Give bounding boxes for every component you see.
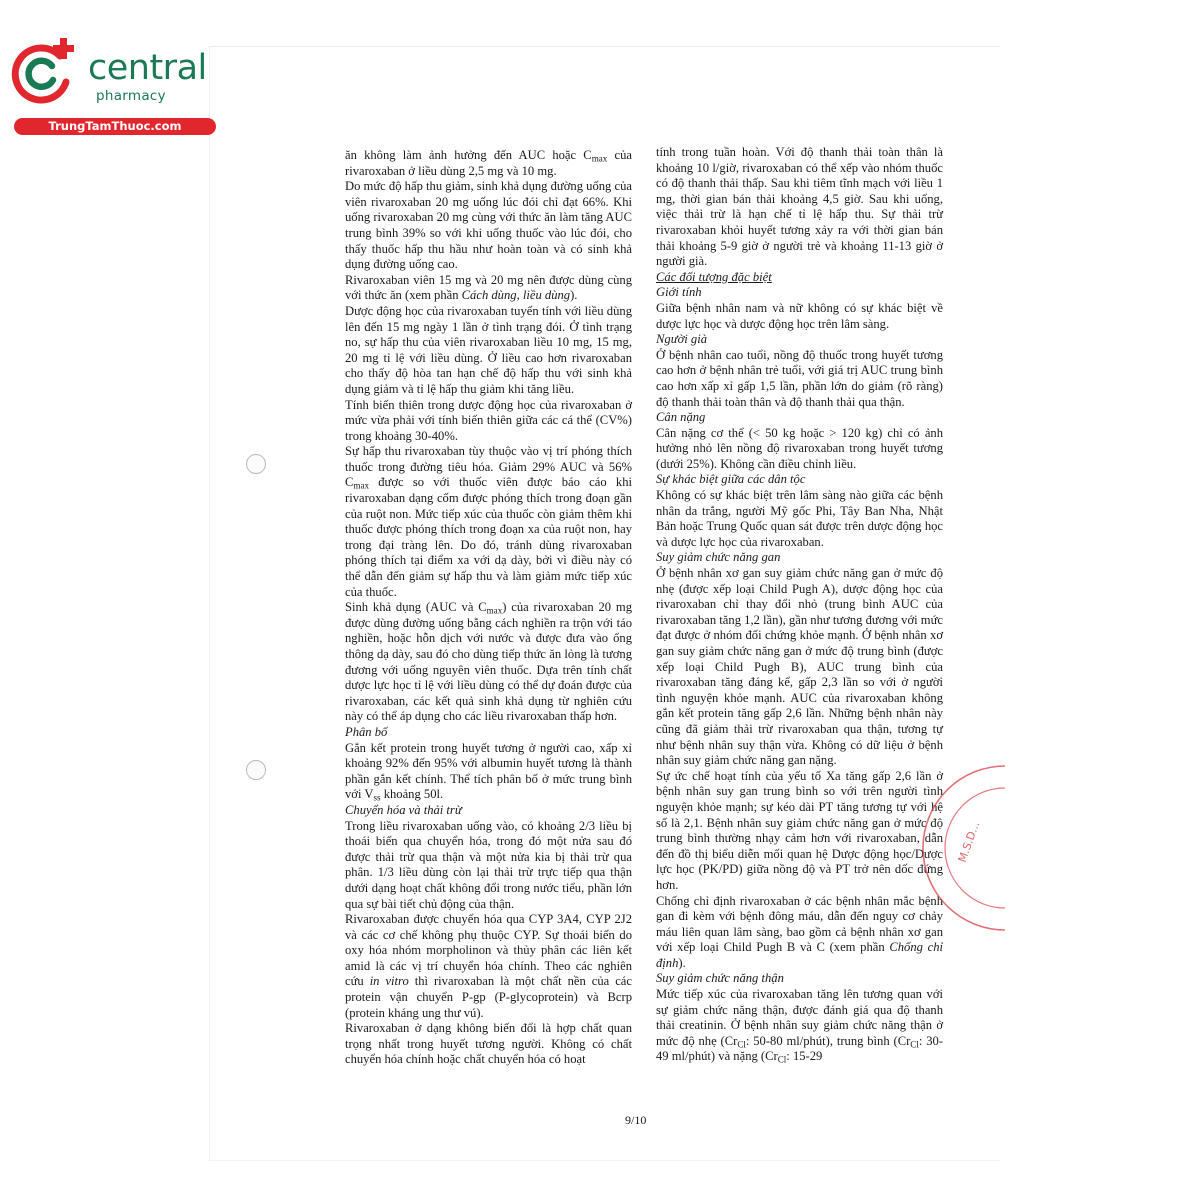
subsection-heading: Người già [656, 332, 708, 347]
binder-hole [246, 760, 266, 780]
stamp-text: M.S.D... [955, 819, 983, 865]
paragraph: Rivaroxaban viên 15 mg và 20 mg nên được dùng cùng với thức ăn (xem phần Cách dùng, liều dùng). [345, 272, 632, 303]
paragraph: Tính biến thiên trong dược động học của rivaroxaban ở mức vừa phải với tính biến thiên giữa các cá thể (CV%) trong khoảng 30-40%. [345, 397, 632, 443]
paragraph: Dược động học của rivaroxaban tuyến tính với liều dùng lên đến 15 mg ngày 1 lần ở tình trạng đói. Ở tình trạng no, sự hấp thu của viên rivaroxaban liều 10 mg, 15 mg, 20 mg tỉ lệ với liều dùng. Ở liều cao hơn rivaroxaban cho thấy độ hòa tan hạn chế độ hấp thu với sinh khả dụng giảm và tỉ lệ hấp thu giảm khi tăng liều. [345, 303, 632, 396]
paragraph: Rivaroxaban ở dạng không biến đổi là hợp chất quan trọng nhất trong huyết tương người. Không có chất chuyển hóa chính hoặc chất chuyển hóa có hoạt [345, 1021, 632, 1067]
company-stamp [915, 758, 1005, 938]
paragraph: Không có sự khác biệt trên lâm sàng nào giữa các bệnh nhân da trắng, người Mỹ gốc Phi, Tây Ban Nha, Nhật Bản hoặc Trung Quốc quan sát được trên dược động học và dược lực học của rivaroxaban. [656, 488, 943, 549]
subsection-heading: Suy giảm chức năng gan [656, 550, 781, 565]
section-heading: Phân bố [345, 724, 388, 739]
subsection-heading: Cân nặng [656, 410, 706, 425]
page-edge [210, 46, 1000, 47]
logo-name: central [88, 48, 207, 88]
paragraph: Rivaroxaban được chuyển hóa qua CYP 3A4, CYP 2J2 và các cơ chế không phụ thuộc CYP. Sự thoái biến do oxy hóa nhóm morpholinon và thủy phân các liên kết amid là các vị trí chuyển hóa chính. Theo các nghiên cứu in vitro thì rivaroxaban là một chất nền của các protein vận chuyển P-gp (P-glycoprotein) và Bcrp (protein kháng ung thư vú). [345, 912, 632, 1020]
page-edge [209, 46, 210, 1161]
binder-hole [246, 454, 266, 474]
section-heading: Các đối tượng đặc biệt [656, 269, 772, 284]
section-heading: Chuyển hóa và thải trừ [345, 802, 462, 817]
paragraph: Do mức độ hấp thu giảm, sinh khả dụng đường uống của viên rivaroxaban 20 mg uống lúc đói chỉ đạt 66%. Khi uống rivaroxaban 20 mg cùng với thức ăn làm tăng AUC trung bình 39% so với khi uống thuốc vào lúc đói, cho thấy thuốc hấp thu hầu như hoàn toàn và có sinh khả dụng đường uống cao. [345, 179, 632, 272]
logo-url-badge[interactable]: TrungTamThuoc.com [14, 118, 216, 135]
left-text-column [345, 148, 632, 1068]
paragraph: Sinh khả dụng (AUC và $C_{max}$) của rivaroxaban 20 mg được dùng đường uống bằng cách nghiền ra trộn với táo nghiền, hoặc hỗn dịch với nước và được đưa vào ống thông dạ dày, sau đó cho dùng tiếp thức ăn lỏng là tương đương với uống nguyên viên thuốc. Dựa trên tính chất dược lực học tỉ lệ với liều dùng có thể dự đoán được của rivaroxaban, các kết quả sinh khả dụng từ nghiên cứu này có thể áp dụng cho các liều rivaroxaban thấp hơn. [345, 600, 632, 724]
paragraph: Chống chỉ định rivaroxaban ở các bệnh nhân mắc bệnh gan đi kèm với bệnh đông máu, dẫn đến nguy cơ chảy máu liên quan lâm sàng, bao gồm cả bệnh nhân xơ gan với xếp loại Child Pugh B và C (xem phần Chống chỉ định). [656, 893, 944, 970]
subsection-heading: Suy giảm chức năng thận [656, 971, 784, 986]
paragraph: tính trong tuần hoàn. Với độ thanh thải toàn thân là khoảng 10 l/giờ, rivaroxaban có thể xếp vào nhóm thuốc có độ thanh thải thấp. Sau khi tiêm tĩnh mạch với liều 1 mg, thời gian bán thải khoảng 4,5 giờ. Sau khi uống, việc thải trừ là hạn chế tỉ lệ hấp thu. Sự thải trừ rivaroxaban khỏi huyết tương xảy ra với thời gian bán thải khoảng 5-9 giờ ở người trẻ và khoảng 11-13 giờ ở người già. [656, 145, 943, 269]
paragraph: Gắn kết protein trong huyết tương ở người cao, xấp xỉ khoảng 92% đến 95% với albumin huyết tương là thành phần gắn kết chính. Thể tích phân bố ở mức trung bình với $V_{ss}$ khoảng 50l. [345, 740, 632, 803]
central-pharmacy-logo[interactable] [8, 36, 218, 136]
right-text-column [656, 145, 943, 1065]
logo-subtitle: pharmacy [96, 88, 166, 104]
page-edge [210, 1160, 1000, 1161]
paragraph: Cân nặng cơ thể (< 50 kg hoặc > 120 kg) chỉ có ảnh hưởng nhỏ lên nồng độ rivaroxaban trong huyết tương (dưới 25%). Không cần điều chỉnh liều. [656, 425, 943, 471]
paragraph: Ở bệnh nhân xơ gan suy giảm chức năng gan ở mức độ nhẹ (được xếp loại Child Pugh A), dược động học của rivaroxaban chỉ thay đổi nhỏ (trung bình AUC của rivaroxaban tăng 1,2 lần), gần như tương đương với mức đạt được ở nhóm đối chứng khỏe mạnh. Ở bệnh nhân xơ gan suy giảm chức năng gan ở mức độ trung bình (được xếp loại Child Pugh B), AUC trung bình của rivaroxaban tăng đáng kể, gấp 2,3 lần so với ở người tình nguyện khỏe mạnh. AUC của rivaroxaban không gắn kết protein tăng gấp 2,6 lần. Những bệnh nhân này cũng đã giảm thải trừ rivaroxaban qua thận, tương tự như bệnh nhân suy thận vừa. Không có dữ liệu ở bệnh nhân suy giảm chức năng gan nặng. [656, 566, 943, 768]
paragraph: Sự hấp thu rivaroxaban tùy thuộc vào vị trí phóng thích thuốc trong đường tiêu hóa. Giảm 29% AUC và 56% $C_{max}$ được so với thuốc viên được báo cáo khi rivaroxaban dạng cốm được phóng thích trong đoạn gần của ruột non. Mức tiếp xúc của thuốc còn giảm thêm khi thuốc được phóng thích trong đoạn xa của ruột non, hay trong đại tràng lên. Do đó, tránh dùng rivaroxaban phóng thích tại điểm xa với dạ dày, bởi vì điều này có thể dẫn đến giảm sự hấp thu và làm giảm mức tiếp xúc của thuốc. [345, 444, 632, 599]
paragraph: Mức tiếp xúc của rivaroxaban tăng lên tương quan với sự giảm chức năng thận, được đánh giá qua độ thanh thải creatinin. Ở bệnh nhân suy giảm chức năng thận ở mức độ nhẹ ($Cr_{Cl}$: 50-80 ml/phút), trung bình ($Cr_{Cl}$: 30-49 ml/phút) và nặng ($Cr_{Cl}$: 15-29 [656, 987, 943, 1065]
paragraph: Sự ức chế hoạt tính của yếu tố Xa tăng gấp 2,6 lần ở bệnh nhân suy gan trung bình so với trên người tình nguyện khỏe mạnh; sự kéo dài PT tăng tương tự với hệ số là 2,1. Bệnh nhân suy giảm chức năng gan ở mức độ trung bình thường nhạy cảm hơn với rivaroxaban, dẫn đến đồ thị biểu diễn mối quan hệ Dược động học/Dược lực học (PK/PD) giữa nồng độ và PT trở nên dốc đứng hơn. [656, 768, 943, 892]
page-number: 9/10 [625, 1113, 647, 1127]
paragraph: ăn không làm ảnh hưởng đến AUC hoặc $C_{max}$ của rivaroxaban ở liều dùng 2,5 mg và 10 mg. [345, 148, 632, 178]
pharmacy-cross-icon [8, 36, 82, 110]
paragraph: Trong liều rivaroxaban uống vào, có khoảng 2/3 liều bị thoái biến qua chuyển hóa, trong đó một nửa sau đó được thải trừ qua thận và một nửa kia bị thải trừ qua phân. 1/3 liều dùng còn lại thải trừ trực tiếp qua thận dưới dạng hoạt chất không đổi trong nước tiểu, phần lớn qua sự bài tiết chủ động của thận. [345, 818, 632, 911]
paragraph: Ở bệnh nhân cao tuổi, nồng độ thuốc trong huyết tương cao hơn ở bệnh nhân trẻ tuổi, với giá trị AUC trung bình cao hơn xấp xỉ gấp 1,5 lần, phần lớn do giảm (rõ ràng) độ thanh thải toàn thân và độ thanh thải qua thận. [656, 347, 943, 409]
subsection-heading: Sự khác biệt giữa các dân tộc [656, 472, 806, 487]
subsection-heading: Giới tính [656, 285, 702, 300]
paragraph: Giữa bệnh nhân nam và nữ không có sự khác biệt về dược lực học và dược động học trên lâm sàng. [656, 300, 943, 331]
